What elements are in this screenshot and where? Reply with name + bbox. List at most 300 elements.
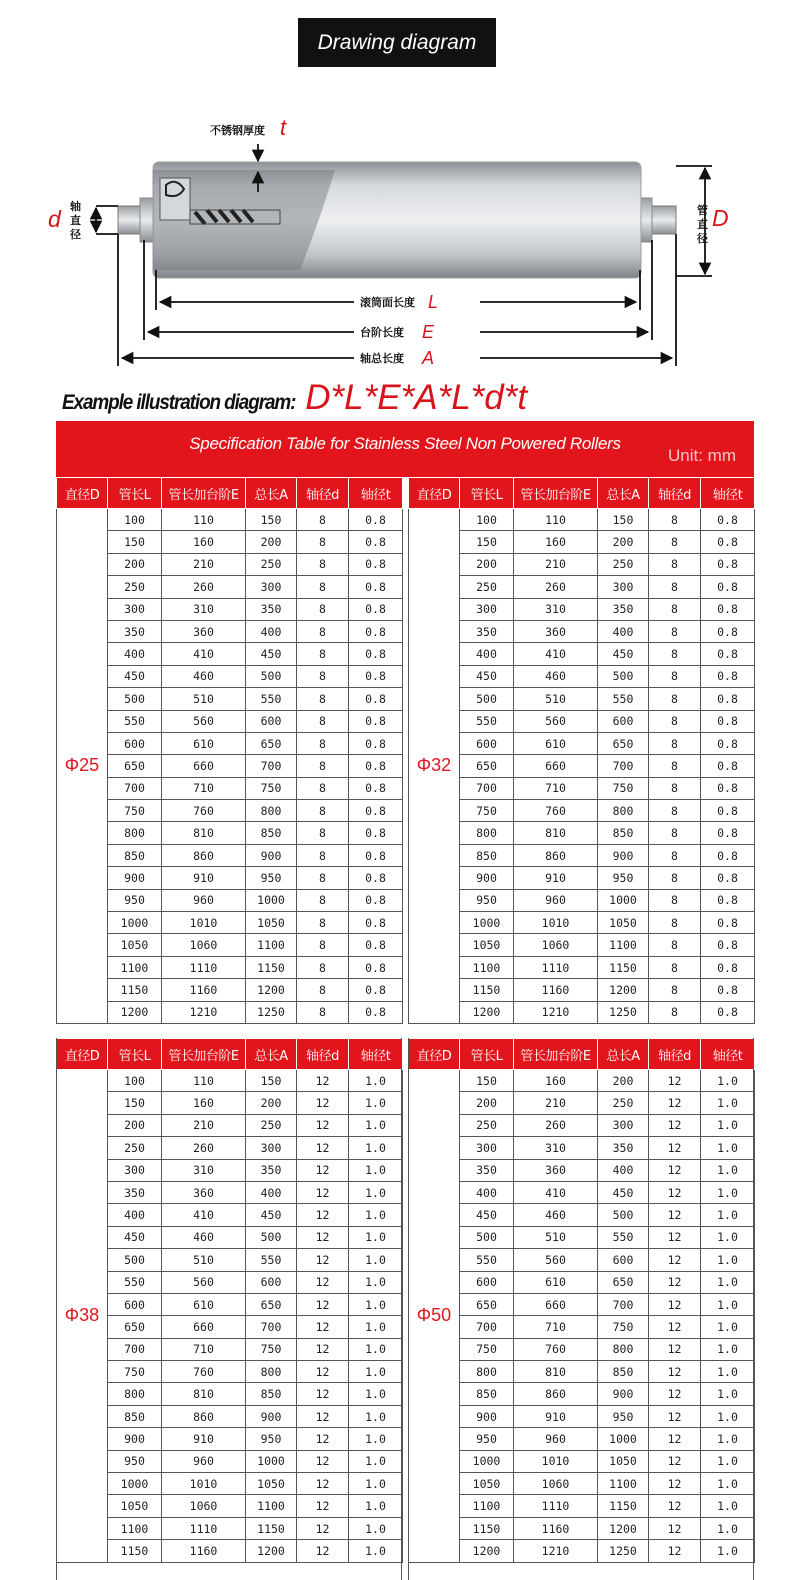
table-cell: 650 xyxy=(246,732,297,754)
table-cell: 1210 xyxy=(514,1540,598,1562)
table-cell: 700 xyxy=(246,1316,297,1338)
table-cell: 1.0 xyxy=(701,1137,755,1159)
table-cell: 1.0 xyxy=(349,1338,403,1360)
table-cell: 1150 xyxy=(246,1517,297,1539)
table-cell: 850 xyxy=(246,1383,297,1405)
table-cell: 0.8 xyxy=(701,777,755,799)
table-cell: 8 xyxy=(297,755,349,777)
table-row xyxy=(57,531,403,553)
table-row xyxy=(409,1092,755,1114)
table-cell: 200 xyxy=(460,1092,514,1114)
table-row xyxy=(409,1249,755,1271)
table-cell: 250 xyxy=(460,1114,514,1136)
table-cell: 8 xyxy=(649,777,701,799)
table-cell: 1060 xyxy=(514,934,598,956)
table-cell: 650 xyxy=(598,732,649,754)
table-row xyxy=(57,1092,403,1114)
table-cell: 500 xyxy=(598,665,649,687)
svg-text:t: t xyxy=(280,115,287,140)
table-cell: 850 xyxy=(246,822,297,844)
table-cell: 12 xyxy=(297,1159,349,1181)
table-cell: 0.8 xyxy=(349,665,403,687)
column-header: 总长A xyxy=(246,478,297,509)
table-cell: 0.8 xyxy=(349,732,403,754)
table-cell: 150 xyxy=(598,509,649,531)
table-cell: 12 xyxy=(297,1338,349,1360)
table-cell: 0.8 xyxy=(349,979,403,1001)
table-cell: 12 xyxy=(649,1405,701,1427)
table-cell: 1100 xyxy=(246,934,297,956)
table-cell: 0.8 xyxy=(349,531,403,553)
table-cell: 0.8 xyxy=(349,800,403,822)
table-row xyxy=(409,710,755,732)
example-illustration xyxy=(62,378,527,422)
table-cell: 8 xyxy=(297,777,349,799)
table-cell: 8 xyxy=(297,934,349,956)
table-cell: 12 xyxy=(297,1495,349,1517)
table-row xyxy=(57,620,403,642)
table-cell: 1.0 xyxy=(349,1473,403,1495)
table-cell: 250 xyxy=(246,1114,297,1136)
table-cell: 810 xyxy=(514,822,598,844)
table-cell: 12 xyxy=(297,1271,349,1293)
table-cell: 800 xyxy=(460,822,514,844)
table-cell: 1160 xyxy=(162,1540,246,1562)
table-cell: 610 xyxy=(162,732,246,754)
table-cell: 160 xyxy=(514,1070,598,1092)
table-cell: 1110 xyxy=(162,1517,246,1539)
table-cell: 650 xyxy=(108,1316,162,1338)
example-formula: D*L*E*A*L*d*t xyxy=(305,378,528,417)
table-cell: 360 xyxy=(514,620,598,642)
table-cell: 560 xyxy=(162,1271,246,1293)
table-row xyxy=(57,1316,403,1338)
table-row xyxy=(409,688,755,710)
table-cell: 150 xyxy=(246,509,297,531)
table-cell: 0.8 xyxy=(701,1001,755,1023)
table-cell: 660 xyxy=(162,755,246,777)
table-row xyxy=(57,1405,403,1427)
table-cell: 500 xyxy=(460,688,514,710)
table-cell: 0.8 xyxy=(701,800,755,822)
table-cell: 12 xyxy=(297,1316,349,1338)
diameter-cell: Φ25 xyxy=(57,509,108,1024)
roller-drawing-diagram xyxy=(0,100,800,380)
table-cell: 12 xyxy=(649,1517,701,1539)
table-row xyxy=(57,1473,403,1495)
spec-table-d50 xyxy=(408,1038,755,1563)
table-cell: 0.8 xyxy=(701,531,755,553)
table-cell: 1000 xyxy=(246,1450,297,1472)
table-cell: 300 xyxy=(108,1159,162,1181)
table-cell: 1.0 xyxy=(349,1450,403,1472)
column-header: 管长L xyxy=(460,1039,514,1070)
table-cell: 8 xyxy=(649,509,701,531)
table-cell: 410 xyxy=(162,643,246,665)
column-header: 轴径d xyxy=(297,478,349,509)
svg-text:滚筒面长度: 滚筒面长度 xyxy=(360,296,415,309)
table-cell: 12 xyxy=(649,1114,701,1136)
table-cell: 0.8 xyxy=(349,822,403,844)
table-row xyxy=(409,620,755,642)
table-cell: 1050 xyxy=(460,1473,514,1495)
table-cell: 600 xyxy=(460,732,514,754)
table-cell: 12 xyxy=(649,1271,701,1293)
table-cell: 1.0 xyxy=(349,1137,403,1159)
table-cell: 700 xyxy=(598,755,649,777)
table-cell: 1.0 xyxy=(349,1114,403,1136)
table-row xyxy=(57,1137,403,1159)
column-header: 轴径d xyxy=(297,1039,349,1070)
table-cell: 900 xyxy=(598,1383,649,1405)
column-header: 管长加台阶E xyxy=(162,478,246,509)
table-cell: 1010 xyxy=(162,912,246,934)
column-header: 管长L xyxy=(108,1039,162,1070)
table-cell: 1250 xyxy=(598,1540,649,1562)
table-cell: 8 xyxy=(297,912,349,934)
table-row xyxy=(57,688,403,710)
svg-text:台阶长度: 台阶长度 xyxy=(360,326,404,339)
column-header: 直径D xyxy=(409,1039,460,1070)
table-cell: 760 xyxy=(514,800,598,822)
table-row xyxy=(57,1226,403,1248)
table-cell: 650 xyxy=(598,1271,649,1293)
table-cell: 950 xyxy=(108,889,162,911)
table-row xyxy=(409,1450,755,1472)
table-cell: 1000 xyxy=(598,1428,649,1450)
table-cell: 760 xyxy=(514,1338,598,1360)
table-row xyxy=(57,822,403,844)
table-row xyxy=(409,956,755,978)
table-cell: 1200 xyxy=(598,979,649,1001)
table-cell: 0.8 xyxy=(701,732,755,754)
table-cell: 8 xyxy=(649,844,701,866)
table-row xyxy=(409,1361,755,1383)
table-cell: 550 xyxy=(108,1271,162,1293)
column-header: 直径D xyxy=(57,478,108,509)
table-cell: 750 xyxy=(598,1316,649,1338)
table-cell: 200 xyxy=(108,553,162,575)
table-cell: 1060 xyxy=(162,934,246,956)
table-cell: 1.0 xyxy=(701,1517,755,1539)
table-border-mid-right xyxy=(408,1038,409,1580)
table-cell: 160 xyxy=(162,1092,246,1114)
svg-text:直: 直 xyxy=(697,218,708,231)
table-cell: 1.0 xyxy=(701,1159,755,1181)
table-cell: 12 xyxy=(649,1428,701,1450)
table-cell: 1.0 xyxy=(701,1540,755,1562)
table-row xyxy=(409,665,755,687)
table-cell: 8 xyxy=(649,665,701,687)
table-cell: 150 xyxy=(108,531,162,553)
table-cell: 700 xyxy=(246,755,297,777)
table-cell: 0.8 xyxy=(701,710,755,732)
svg-text:L: L xyxy=(428,292,439,312)
table-cell: 1250 xyxy=(246,1001,297,1023)
table-cell: 450 xyxy=(598,643,649,665)
table-cell: 650 xyxy=(460,1293,514,1315)
table-row xyxy=(57,643,403,665)
table-cell: 12 xyxy=(297,1428,349,1450)
table-cell: 800 xyxy=(460,1361,514,1383)
table-cell: 8 xyxy=(649,867,701,889)
table-row xyxy=(409,531,755,553)
column-header: 轴径t xyxy=(349,478,403,509)
table-cell: 610 xyxy=(514,732,598,754)
table-cell: 610 xyxy=(514,1271,598,1293)
table-cell: 1.0 xyxy=(349,1181,403,1203)
table-cell: 8 xyxy=(649,1001,701,1023)
column-header: 直径D xyxy=(409,478,460,509)
table-cell: 1050 xyxy=(108,1495,162,1517)
table-cell: 600 xyxy=(460,1271,514,1293)
table-cell: 1150 xyxy=(460,1517,514,1539)
table-cell: 860 xyxy=(514,844,598,866)
column-header: 管长L xyxy=(108,478,162,509)
table-cell: 460 xyxy=(162,665,246,687)
table-cell: 1000 xyxy=(246,889,297,911)
table-cell: 12 xyxy=(649,1540,701,1562)
table-cell: 850 xyxy=(598,1361,649,1383)
table-cell: 12 xyxy=(649,1361,701,1383)
table-cell: 0.8 xyxy=(701,956,755,978)
table-cell: 8 xyxy=(297,822,349,844)
table-row xyxy=(57,1540,403,1562)
table-cell: 8 xyxy=(297,576,349,598)
table-cell: 950 xyxy=(246,1428,297,1450)
table-row xyxy=(409,1293,755,1315)
table-cell: 160 xyxy=(514,531,598,553)
table-cell: 0.8 xyxy=(701,822,755,844)
table-cell: 960 xyxy=(514,889,598,911)
table-row xyxy=(57,1428,403,1450)
table-cell: 1160 xyxy=(514,1517,598,1539)
table-cell: 0.8 xyxy=(349,598,403,620)
table-cell: 1110 xyxy=(514,1495,598,1517)
table-cell: 12 xyxy=(297,1405,349,1427)
table-cell: 1150 xyxy=(460,979,514,1001)
column-header: 直径D xyxy=(57,1039,108,1070)
table-cell: 1.0 xyxy=(701,1338,755,1360)
table-cell: 1.0 xyxy=(701,1293,755,1315)
table-cell: 1.0 xyxy=(349,1361,403,1383)
table-cell: 150 xyxy=(460,531,514,553)
table-cell: 0.8 xyxy=(349,755,403,777)
table-cell: 560 xyxy=(514,1249,598,1271)
table-cell: 100 xyxy=(108,509,162,531)
table-row xyxy=(409,889,755,911)
table-cell: 400 xyxy=(246,620,297,642)
table-cell: 8 xyxy=(649,934,701,956)
table-cell: 1210 xyxy=(514,1001,598,1023)
table-cell: 0.8 xyxy=(701,598,755,620)
table-cell: 12 xyxy=(649,1316,701,1338)
table-cell: 450 xyxy=(246,643,297,665)
table-cell: 1200 xyxy=(246,1540,297,1562)
table-cell: 900 xyxy=(246,844,297,866)
table-row xyxy=(409,1271,755,1293)
table-row xyxy=(409,844,755,866)
table-cell: 12 xyxy=(649,1070,701,1092)
table-cell: 12 xyxy=(649,1383,701,1405)
table-cell: 450 xyxy=(108,665,162,687)
svg-text:轴总长度: 轴总长度 xyxy=(360,352,404,365)
table-cell: 250 xyxy=(598,553,649,575)
table-cell: 360 xyxy=(162,620,246,642)
table-cell: 250 xyxy=(246,553,297,575)
svg-text:d: d xyxy=(48,206,61,232)
table-cell: 1000 xyxy=(598,889,649,911)
table-cell: 8 xyxy=(649,553,701,575)
table-cell: 12 xyxy=(649,1473,701,1495)
table-cell: 410 xyxy=(514,643,598,665)
table-cell: 900 xyxy=(598,844,649,866)
table-cell: 8 xyxy=(297,710,349,732)
table-cell: 200 xyxy=(108,1114,162,1136)
table-cell: 600 xyxy=(108,1293,162,1315)
table-cell: 0.8 xyxy=(349,509,403,531)
table-cell: 0.8 xyxy=(349,576,403,598)
table-cell: 400 xyxy=(108,643,162,665)
table-cell: 1.0 xyxy=(701,1361,755,1383)
table-cell: 460 xyxy=(162,1226,246,1248)
table-cell: 450 xyxy=(598,1181,649,1203)
table-cell: 1050 xyxy=(246,1473,297,1495)
spec-table-d38 xyxy=(56,1038,403,1563)
table-cell: 1150 xyxy=(598,956,649,978)
table-cell: 1.0 xyxy=(701,1181,755,1203)
table-cell: 810 xyxy=(162,822,246,844)
table-cell: 410 xyxy=(162,1204,246,1226)
table-cell: 800 xyxy=(108,1383,162,1405)
table-cell: 810 xyxy=(514,1361,598,1383)
table-cell: 650 xyxy=(460,755,514,777)
page-title: Drawing diagram xyxy=(298,18,496,67)
table-cell: 8 xyxy=(649,979,701,1001)
table-cell: 8 xyxy=(649,643,701,665)
svg-text:管: 管 xyxy=(697,204,708,217)
table-cell: 650 xyxy=(246,1293,297,1315)
table-cell: 150 xyxy=(108,1092,162,1114)
table-row xyxy=(409,822,755,844)
table-row xyxy=(409,598,755,620)
table-cell: 910 xyxy=(162,1428,246,1450)
table-cell: 12 xyxy=(649,1159,701,1181)
table-cell: 12 xyxy=(649,1338,701,1360)
table-cell: 200 xyxy=(246,1092,297,1114)
table-row xyxy=(57,1361,403,1383)
table-cell: 8 xyxy=(297,643,349,665)
table-cell: 250 xyxy=(460,576,514,598)
table-row xyxy=(57,509,403,531)
diameter-cell: Φ38 xyxy=(57,1070,108,1563)
table-cell: 1.0 xyxy=(701,1249,755,1271)
table-cell: 100 xyxy=(108,1070,162,1092)
table-cell: 1.0 xyxy=(701,1114,755,1136)
table-cell: 450 xyxy=(460,665,514,687)
svg-text:径: 径 xyxy=(697,232,708,245)
table-cell: 1.0 xyxy=(349,1383,403,1405)
table-cell: 0.8 xyxy=(349,620,403,642)
table-cell: 660 xyxy=(514,755,598,777)
table-cell: 300 xyxy=(598,1114,649,1136)
table-cell: 110 xyxy=(162,1070,246,1092)
table-cell: 600 xyxy=(246,1271,297,1293)
table-cell: 1.0 xyxy=(701,1226,755,1248)
table-cell: 800 xyxy=(246,800,297,822)
table-cell: 610 xyxy=(162,1293,246,1315)
table-cell: 660 xyxy=(162,1316,246,1338)
table-cell: 0.8 xyxy=(349,553,403,575)
table-cell: 12 xyxy=(297,1181,349,1203)
table-row xyxy=(409,1070,755,1092)
table-cell: 8 xyxy=(649,755,701,777)
table-cell: 1.0 xyxy=(349,1316,403,1338)
table-row xyxy=(57,665,403,687)
table-cell: 750 xyxy=(108,800,162,822)
table-cell: 1.0 xyxy=(349,1271,403,1293)
table-row xyxy=(409,732,755,754)
table-cell: 0.8 xyxy=(701,867,755,889)
table-cell: 1000 xyxy=(108,912,162,934)
column-header: 管长加台阶E xyxy=(514,1039,598,1070)
table-cell: 8 xyxy=(649,889,701,911)
table-cell: 850 xyxy=(460,844,514,866)
table-cell: 700 xyxy=(108,777,162,799)
table-cell: 8 xyxy=(297,800,349,822)
table-cell: 12 xyxy=(297,1137,349,1159)
table-cell: 8 xyxy=(649,912,701,934)
table-row xyxy=(409,979,755,1001)
table-cell: 1.0 xyxy=(701,1383,755,1405)
table-cell: 350 xyxy=(246,1159,297,1181)
table-cell: 8 xyxy=(297,1001,349,1023)
table-cell: 1.0 xyxy=(349,1540,403,1562)
table-cell: 500 xyxy=(246,665,297,687)
table-cell: 1000 xyxy=(108,1473,162,1495)
table-cell: 400 xyxy=(108,1204,162,1226)
table-cell: 310 xyxy=(514,1137,598,1159)
table-border-mid-left xyxy=(401,1038,402,1580)
table-cell: 410 xyxy=(514,1181,598,1203)
table-row xyxy=(57,934,403,956)
table-cell: 860 xyxy=(162,1405,246,1427)
table-cell: 710 xyxy=(162,777,246,799)
svg-text:轴: 轴 xyxy=(70,200,81,213)
table-row xyxy=(409,1001,755,1023)
spec-table-title: Specification Table for Stainless Steel Non Powered Rollers xyxy=(189,434,621,453)
table-cell: 8 xyxy=(297,867,349,889)
table-row xyxy=(57,956,403,978)
table-cell: 0.8 xyxy=(349,844,403,866)
table-cell: 450 xyxy=(108,1226,162,1248)
table-row xyxy=(57,1383,403,1405)
table-cell: 700 xyxy=(460,777,514,799)
table-cell: 350 xyxy=(460,1159,514,1181)
table-cell: 12 xyxy=(297,1473,349,1495)
table-row xyxy=(57,1249,403,1271)
table-cell: 1.0 xyxy=(349,1159,403,1181)
table-cell: 12 xyxy=(297,1114,349,1136)
table-cell: 12 xyxy=(649,1092,701,1114)
table-cell: 1.0 xyxy=(701,1450,755,1472)
table-cell: 0.8 xyxy=(349,912,403,934)
table-cell: 250 xyxy=(598,1092,649,1114)
table-border-right xyxy=(753,1038,754,1580)
svg-text:径: 径 xyxy=(70,228,81,241)
table-cell: 260 xyxy=(514,1114,598,1136)
table-cell: 1.0 xyxy=(701,1271,755,1293)
